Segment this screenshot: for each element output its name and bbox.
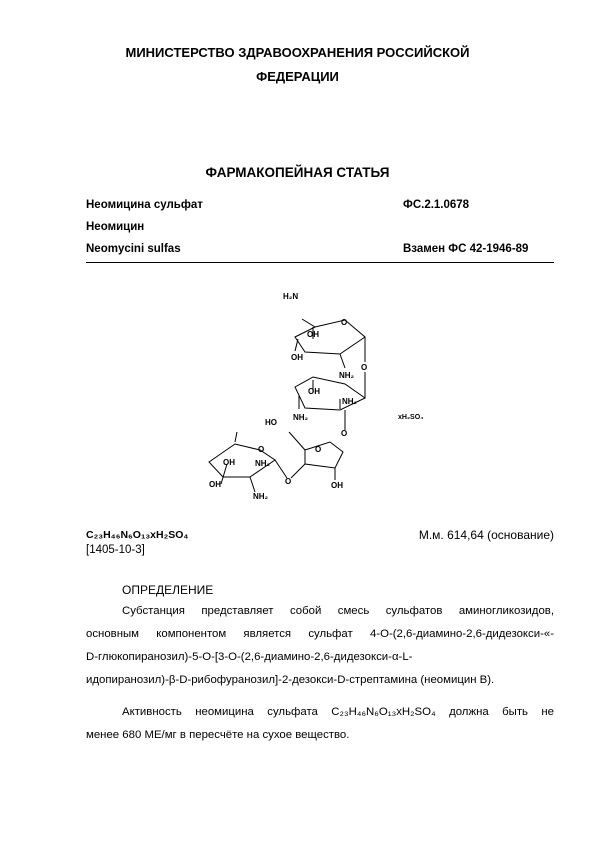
label-nh2-3: NH₂ (293, 413, 309, 422)
ministry-title-line1: МИНИСТЕРСТВО ЗДРАВООХРАНЕНИЯ РОССИЙСКОЙ (125, 45, 470, 60)
replaces-note: Взамен ФС 42-1946-89 (403, 243, 529, 255)
article-title: ФАРМАКОПЕЙНАЯ СТАТЬЯ (205, 165, 390, 180)
label-oh-3: OH (308, 387, 320, 396)
label-oh-5: OH (223, 458, 235, 467)
label-salt: xH₂SO₄ (398, 414, 424, 421)
label-nh2-5: NH₂ (253, 492, 269, 501)
definition-heading: ОПРЕДЕЛЕНИЕ (122, 583, 214, 597)
label-o-link1: O (361, 363, 368, 372)
cas-number: [1405-10-3] (86, 544, 145, 556)
name-ru-short: Неомицин (86, 221, 145, 233)
definition-p1-line2: основным компонентом является сульфат 4-O-(2,6-диамино-2,6-дидезокси-«- (86, 628, 554, 640)
label-o-ring4: O (258, 445, 265, 454)
definition-p1-line3: D-глюкопиранозил)-5-O-[3-O-(2,6-диамино-2,6-дидезокси-α-L- (86, 651, 413, 663)
label-o-link2: O (341, 429, 348, 438)
definition-p1-line1: Субстанция представляет собой смесь сульфатов аминогликозидов, (122, 605, 554, 617)
name-ru: Неомицина сульфат (86, 199, 203, 211)
label-h2n: H₂N (283, 292, 299, 301)
label-o-ring1: O (341, 318, 348, 327)
molecular-weight: М.м. 614,64 (основание) (418, 528, 554, 542)
label-o-link3: O (285, 477, 292, 486)
label-oh-4: OH (331, 481, 343, 490)
name-latin: Neomycini sulfas (86, 243, 181, 255)
label-oh-2: OH (291, 353, 303, 362)
definition-p2-line2: менее 680 МЕ/мг в пересчёте на сухое вещество. (86, 729, 350, 741)
label-oh-1: OH (307, 330, 319, 339)
label-nh2-2: NH₂ (342, 397, 358, 406)
definition-p1-line4: идопиранозил)-β-D-рибофуранозил]-2-дезокси-D-стрептамина (неомицин B). (86, 674, 495, 686)
molecular-formula: C₂₃H₄₆N₆O₁₃xH₂SO₄ (86, 529, 189, 541)
label-o-ring3: O (315, 445, 322, 454)
header-divider (86, 262, 554, 263)
document-code: ФС.2.1.0678 (403, 199, 470, 211)
label-nh2-1: NH₂ (339, 371, 355, 380)
label-ho: HO (265, 418, 277, 427)
ministry-title-line2: ФЕДЕРАЦИИ (256, 69, 339, 84)
label-oh-6: OH (209, 480, 221, 489)
label-nh2-4: NH₂ (255, 459, 271, 468)
definition-p2-line1: Активность неомицина сульфата C₂₃H₄₆N₆O₁₃xH₂SO₄ должна быть не (122, 706, 554, 718)
structural-formula (195, 282, 445, 512)
